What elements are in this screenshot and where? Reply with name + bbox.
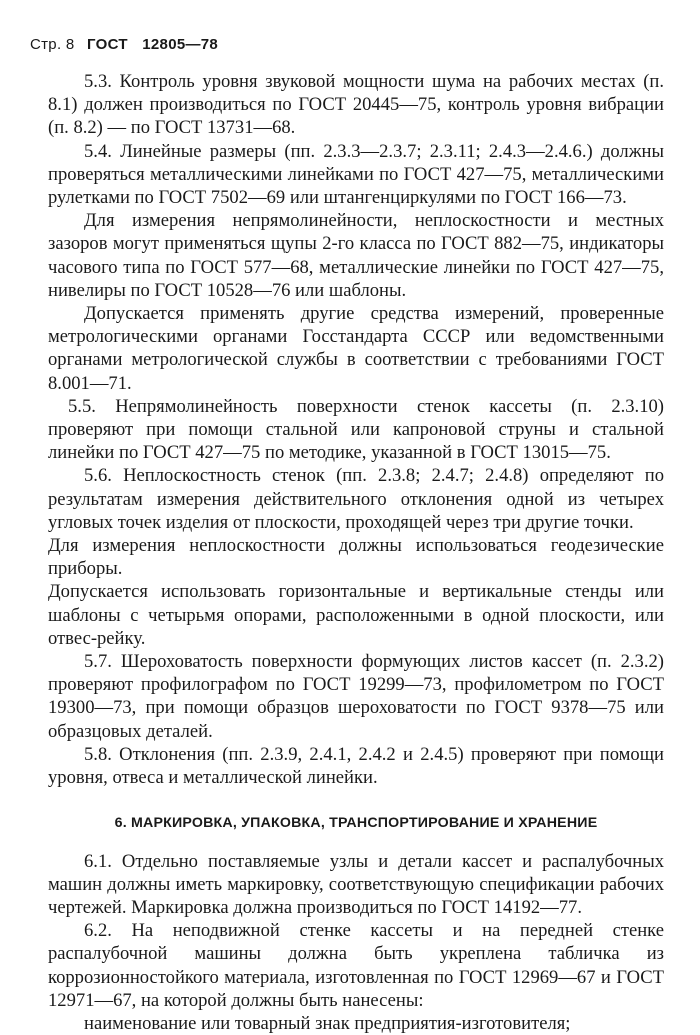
paragraph-geodesic: Для измерения неплоскостности должны использоваться геодезические приборы.: [48, 535, 664, 580]
section-title: 6. МАРКИРОВКА, УПАКОВКА, ТРАНСПОРТИРОВАНИЕ И ХРАНЕНИЕ: [114, 815, 598, 832]
standard-label: ГОСТ: [87, 36, 128, 53]
paragraph-measure-tools: Для измерения непрямолинейности, неплоскостности и местных зазоров могут применяться щупы 2-го класса по ГОСТ 882—75, индикаторы часового типа по ГОСТ 577—68, металлические линейки по ГОСТ 427—75, нивелиры по ГОСТ 10528—76 или шаблоны.: [48, 210, 664, 301]
standard-number: 12805—78: [142, 36, 219, 53]
paragraph-other-instruments: Допускается применять другие средства измерений, проверенные метрологическими органами Госстандарта СССР или ведомственными органами метрологической службы в соответствии с требованиями ГОСТ 8.001—71.: [48, 303, 664, 394]
paragraph-stands: Допускается использовать горизонтальные и вертикальные стенды или шаблоны с четырьмя опорами, расположенными в одной плоскости, или отвес-рейку.: [48, 581, 664, 649]
paragraph-manufacturer: наименование или товарный знак предприятия-изготовителя;: [84, 1012, 571, 1034]
paragraph-5-6: 5.6. Неплоскостность стенок (пп. 2.3.8; 2.4.7; 2.4.8) определяют по результатам измерения действительного отклонения одной из четырех угловых точек изделия от плоскости, проходящей через три другие точки.: [48, 465, 664, 533]
page-header: [30, 36, 218, 53]
paragraph-5-3: 5.3. Контроль уровня звуковой мощности шума на рабочих местах (п. 8.1) должен производиться по ГОСТ 20445—75, контроль уровня вибрации (п. 8.2) — по ГОСТ 13731—68.: [48, 71, 664, 139]
paragraph-5-7: 5.7. Шероховатость поверхности формующих листов кассет (п. 2.3.2) проверяют профилографом по ГОСТ 19299—73, профилометром по ГОСТ 19300—73, при помощи образцов шероховатости по ГОСТ 9378—75 или образцовых деталей.: [48, 651, 664, 742]
paragraph-6-1: 6.1. Отдельно поставляемые узлы и детали кассет и распалубочных машин должны иметь маркировку, соответствующую спецификации рабочих чертежей. Маркировка должна производиться по ГОСТ 14192—77.: [48, 850, 664, 918]
paragraph-5-4: 5.4. Линейные размеры (пп. 2.3.3—2.3.7; 2.3.11; 2.4.3—2.4.6.) должны проверяться металлическими линейками по ГОСТ 427—75, металлическими рулетками по ГОСТ 7502—69 или штангенциркулями по ГОСТ 166—73.: [48, 140, 664, 209]
document-body: [48, 70, 664, 1035]
paragraph-5-5: 5.5. Непрямолинейность поверхности стенок кассеты (п. 2.3.10) проверяют при помощи стальной или капроновой струны и стальной линейки по ГОСТ 427—75 по методике, указанной в ГОСТ 13015—75.: [48, 395, 664, 464]
paragraph-6-2: 6.2. На неподвижной стенке кассеты и на передней стенке распалубочной машины должна быть укреплена табличка из коррозионностойкого материала, изготовленная по ГОСТ 12969—67 и ГОСТ 12971—67, на которой должны быть нанесены:: [48, 920, 664, 1011]
paragraph-5-8: 5.8. Отклонения (пп. 2.3.9, 2.4.1, 2.4.2 и 2.4.5) проверяют при помощи уровня, отвеса и металлической линейки.: [48, 743, 664, 789]
page-number: Стр. 8: [30, 36, 75, 53]
